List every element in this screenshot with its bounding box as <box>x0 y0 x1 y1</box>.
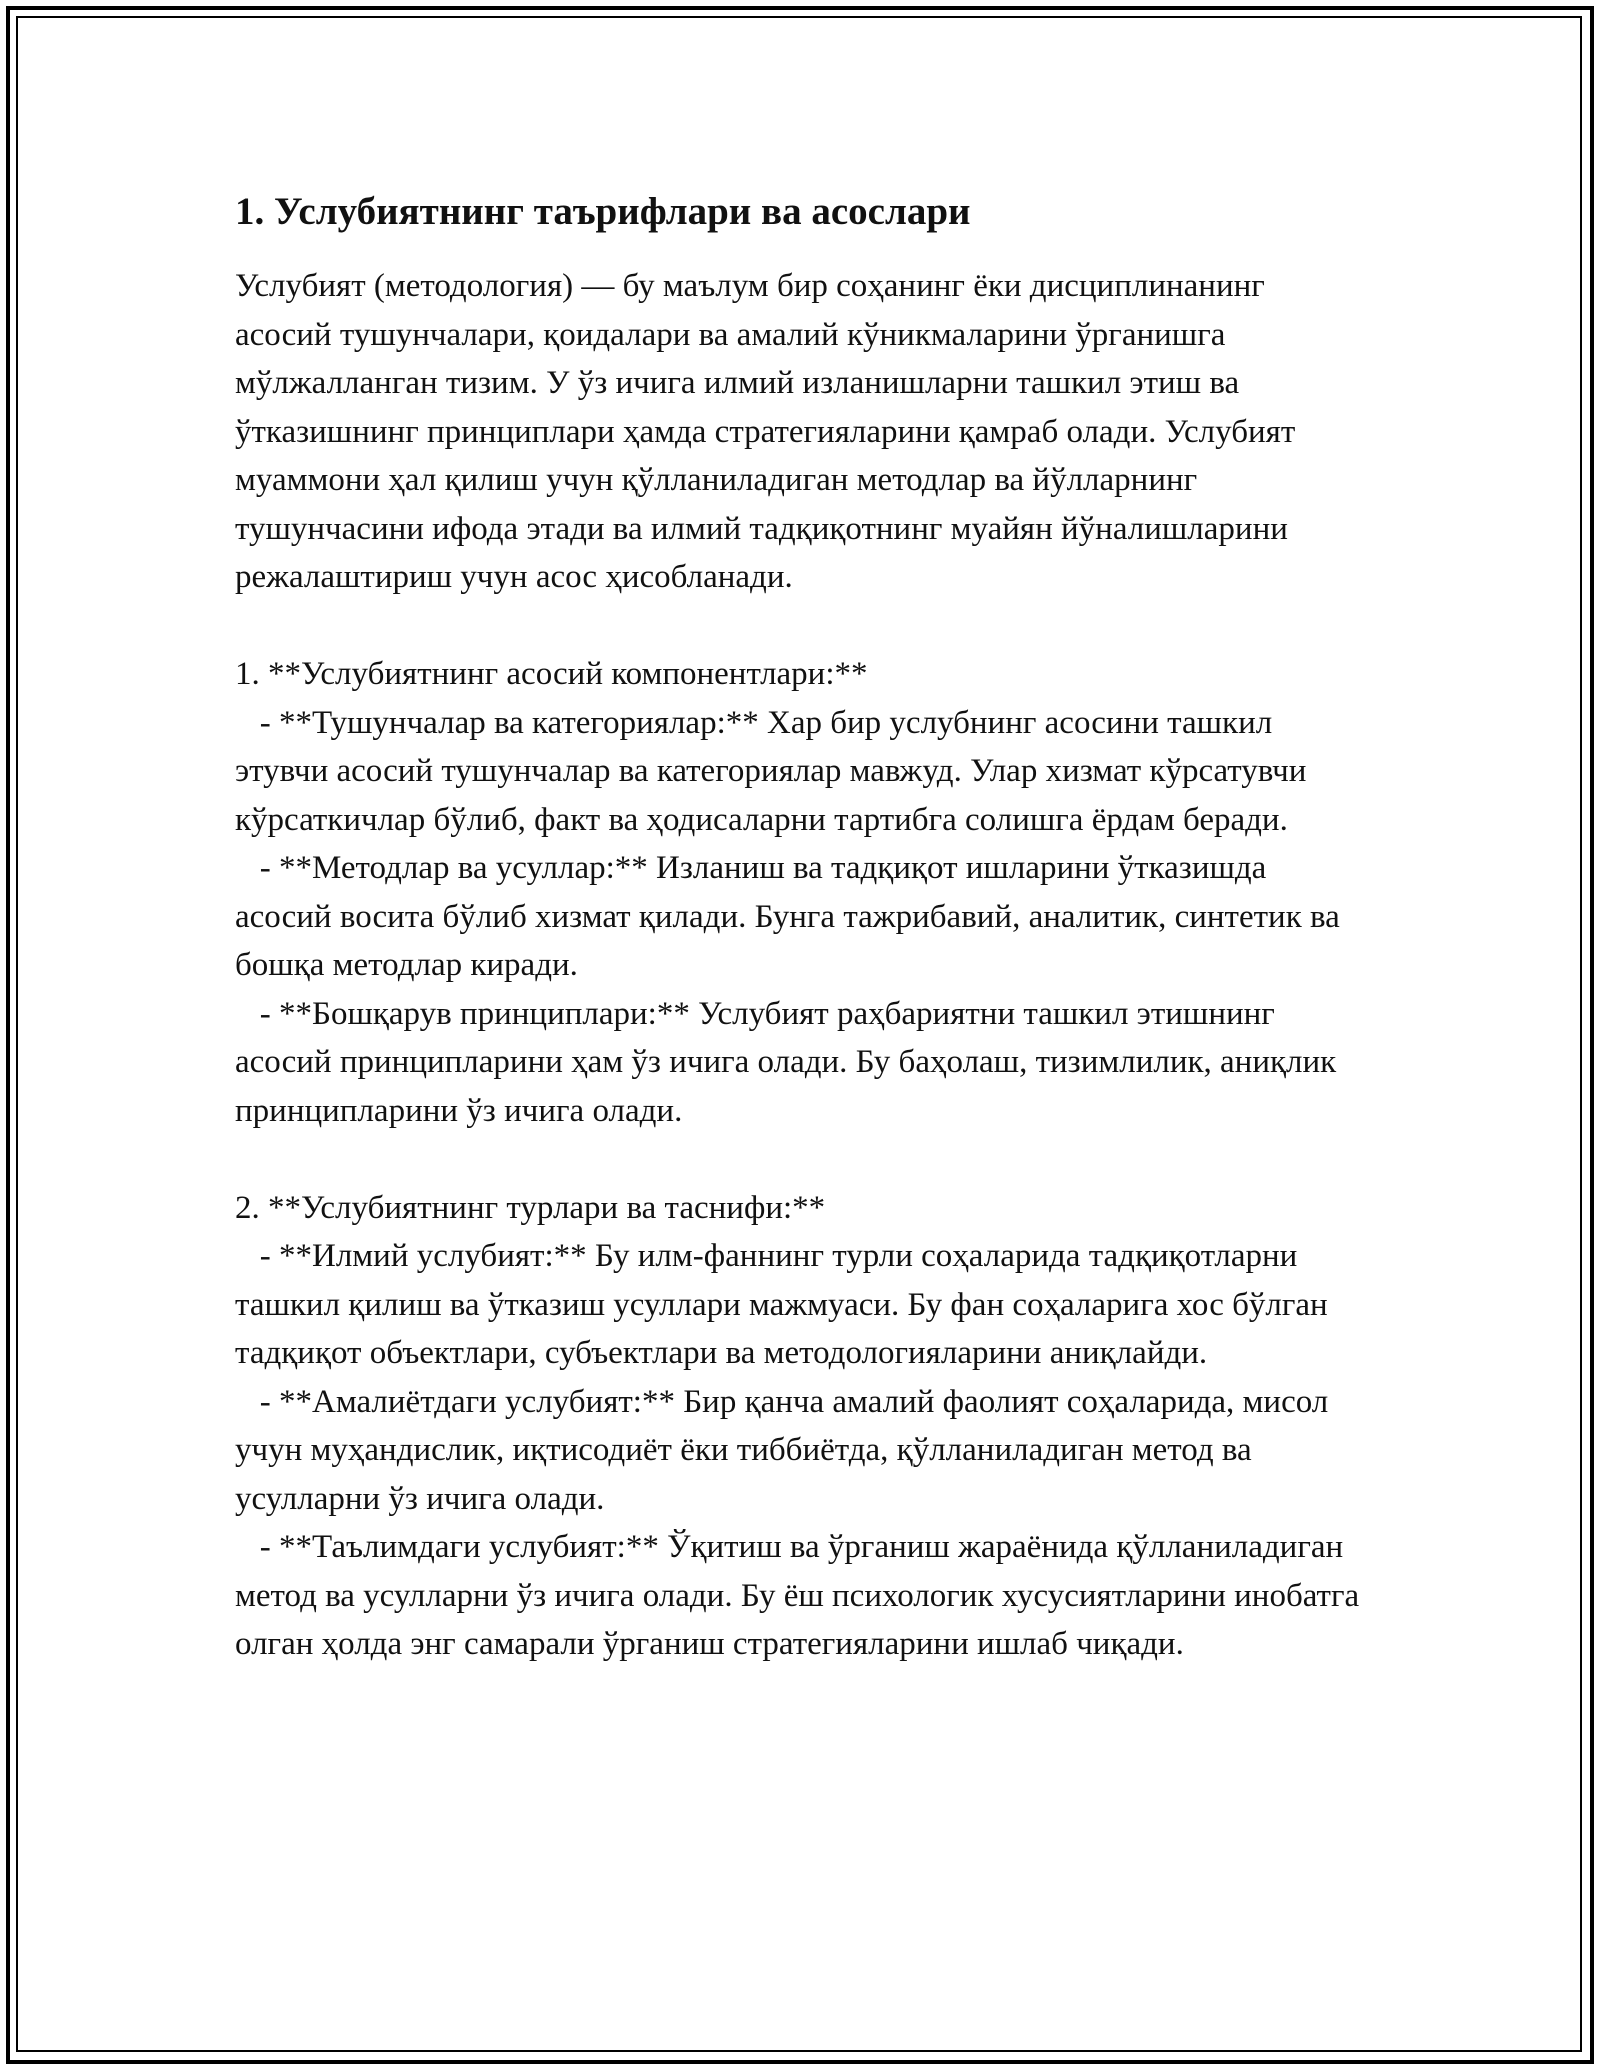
list-item <box>235 844 1365 990</box>
document-title: 1. Услубиятнинг таърифлари ва асослари <box>235 190 971 233</box>
section-heading: 2. **Услубиятнинг турлари ва таснифи:** <box>235 1189 826 1226</box>
list-item <box>235 1523 1365 1669</box>
section-components <box>235 650 1365 1135</box>
list-item-text: - **Бошқарув принциплари:** Услубият раҳбариятни ташкил этишнинг асосий принципларини ҳам ўз ичига олади. Бу баҳолаш, тизимлилик, аниқлик принципларини ўз ичига олади. <box>235 995 1337 1129</box>
list-item <box>235 699 1365 845</box>
list-item-text: - **Тушунчалар ва категориялар:** Хар бир услубнинг асосини ташкил этувчи асосий тушунчалар ва категориялар мавжуд. Улар хизмат кўрсатувчи кўрсаткичлар бўлиб, факт ва ҳодисаларни тартибга солишга ёрдам беради. <box>235 704 1307 838</box>
indent <box>235 1238 260 1274</box>
list-item <box>235 1378 1365 1524</box>
indent <box>235 1529 260 1565</box>
section-heading: 1. **Услубиятнинг асосий компонентлари:** <box>235 656 868 692</box>
indent <box>235 705 260 741</box>
list-item-text: - **Методлар ва усуллар:** Изланиш ва тадқиқот ишларини ўтказишда асосий восита бўлиб хизмат қилади. Бунга тажрибавий, аналитик, синтетик ва бошқа методлар киради. <box>235 850 1340 983</box>
list-item-text: - **Амалиётдаги услубият:** Бир қанча амалий фаолият соҳаларида, мисол учун муҳандислик, иқтисодиёт ёки тиббиётда, қўлланиладиган метод ва усулларни ўз ичига олади. <box>235 1383 1329 1517</box>
section-types <box>235 1184 1365 1669</box>
list-item-text: - **Илмий услубият:** Бу илм-фаннинг турли соҳаларида тадқиқотларни ташкил қилиш ва ўтказиш усуллари мажмуаси. Бу фан соҳаларига хос бўлган тадқиқот объектлари, субъектлари ва методологияларини аниқлайди. <box>235 1238 1328 1371</box>
indent <box>235 996 260 1032</box>
indent <box>235 850 260 886</box>
list-item <box>235 990 1365 1136</box>
indent <box>235 1384 260 1420</box>
intro-paragraph: Услубият (методология) — бу маълум бир соҳанинг ёки дисциплинанинг асосий тушунчалари, қоидалари ва амалий кўникмаларини ўрганишга мўлжалланган тизим. У ўз ичига илмий изланишларни ташкил этиш ва ўтказишнинг принциплари ҳамда стратегияларини қамраб олади. Услубият муаммони ҳал қилиш учун қўлланиладиган методлар ва йўлларнинг тушунчасини ифода этади ва илмий тадқиқотнинг муайян йўналишларини режалаштириш учун асос ҳисобланади. <box>235 268 1296 595</box>
list-item <box>235 1232 1365 1378</box>
document-body <box>235 186 1365 1669</box>
list-item-text: - **Таълимдаги услубият:** Ўқитиш ва ўрганиш жараёнида қўлланиладиган метод ва усулларни ўз ичига олади. Бу ёш психологик хусусиятларини инобатга олган ҳолда энг самарали ўрганиш стратегияларини ишлаб чиқади. <box>235 1529 1360 1662</box>
